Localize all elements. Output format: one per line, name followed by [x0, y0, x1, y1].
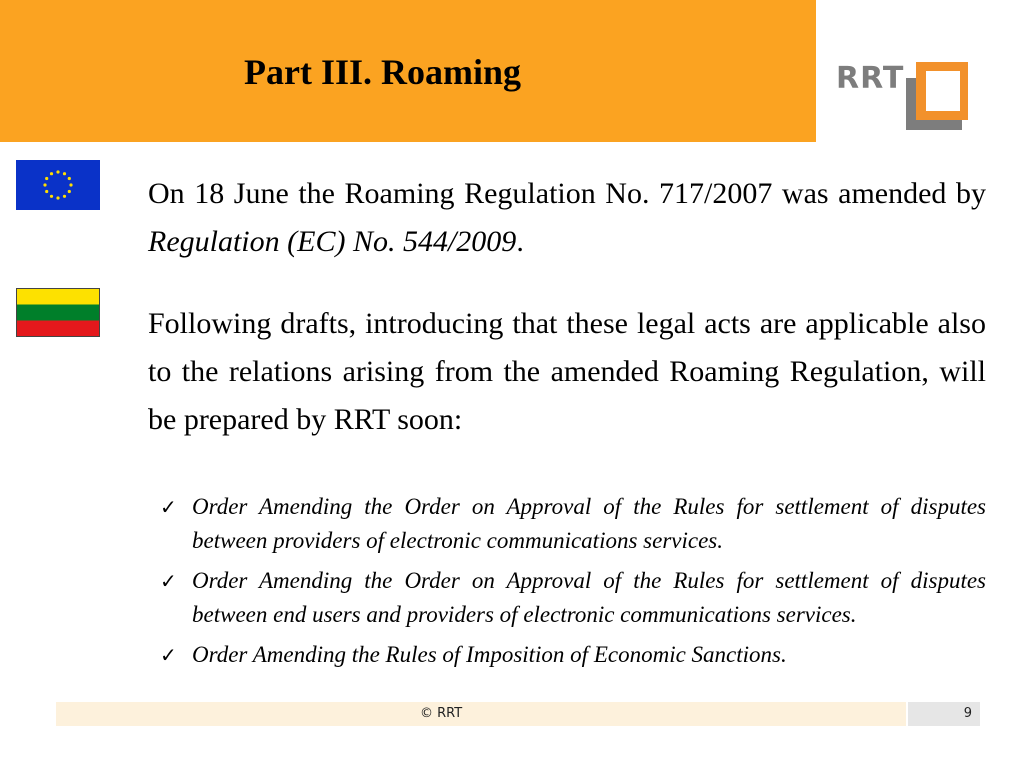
paragraph-amendment-text: On 18 June the Roaming Regulation No. 717/2007 was amended by: [148, 177, 986, 210]
list-item-text: Order Amending the Order on Approval of the Rules for settlement of disputes between end users and providers of electronic communications services.: [192, 568, 986, 627]
paragraph-amendment: [148, 170, 986, 266]
eu-flag-icon: [16, 160, 100, 210]
footer-bar: [56, 702, 906, 726]
paragraph-drafts: Following drafts, introducing that these legal acts are applicable also to the relations arising from the amended Roaming Regulation, will be prepared by RRT soon:: [148, 307, 986, 436]
regulation-reference: Regulation (EC) No. 544/2009: [148, 225, 517, 258]
list-item: [160, 564, 986, 632]
rrt-logo-icon: [906, 62, 968, 130]
page-number: 9: [963, 706, 972, 721]
list-item-text: Order Amending the Rules of Imposition of Economic Sanctions.: [192, 642, 787, 667]
footer-copyright: © RRT: [420, 706, 463, 721]
checkmark-icon: ✓: [160, 643, 177, 667]
list-item: [160, 490, 986, 558]
paragraph-amendment-end: .: [516, 225, 524, 258]
checkmark-icon: ✓: [160, 569, 177, 593]
slide-title: Part III. Roaming: [244, 52, 521, 92]
list-item-text: Order Amending the Order on Approval of the Rules for settlement of disputes between providers of electronic communications services.: [192, 494, 986, 553]
checkmark-icon: ✓: [160, 495, 177, 519]
lithuania-flag-icon: [16, 288, 100, 337]
list-item: [160, 638, 986, 672]
drafts-checklist: [160, 490, 986, 678]
rrt-logo-text: RRT: [836, 61, 905, 96]
